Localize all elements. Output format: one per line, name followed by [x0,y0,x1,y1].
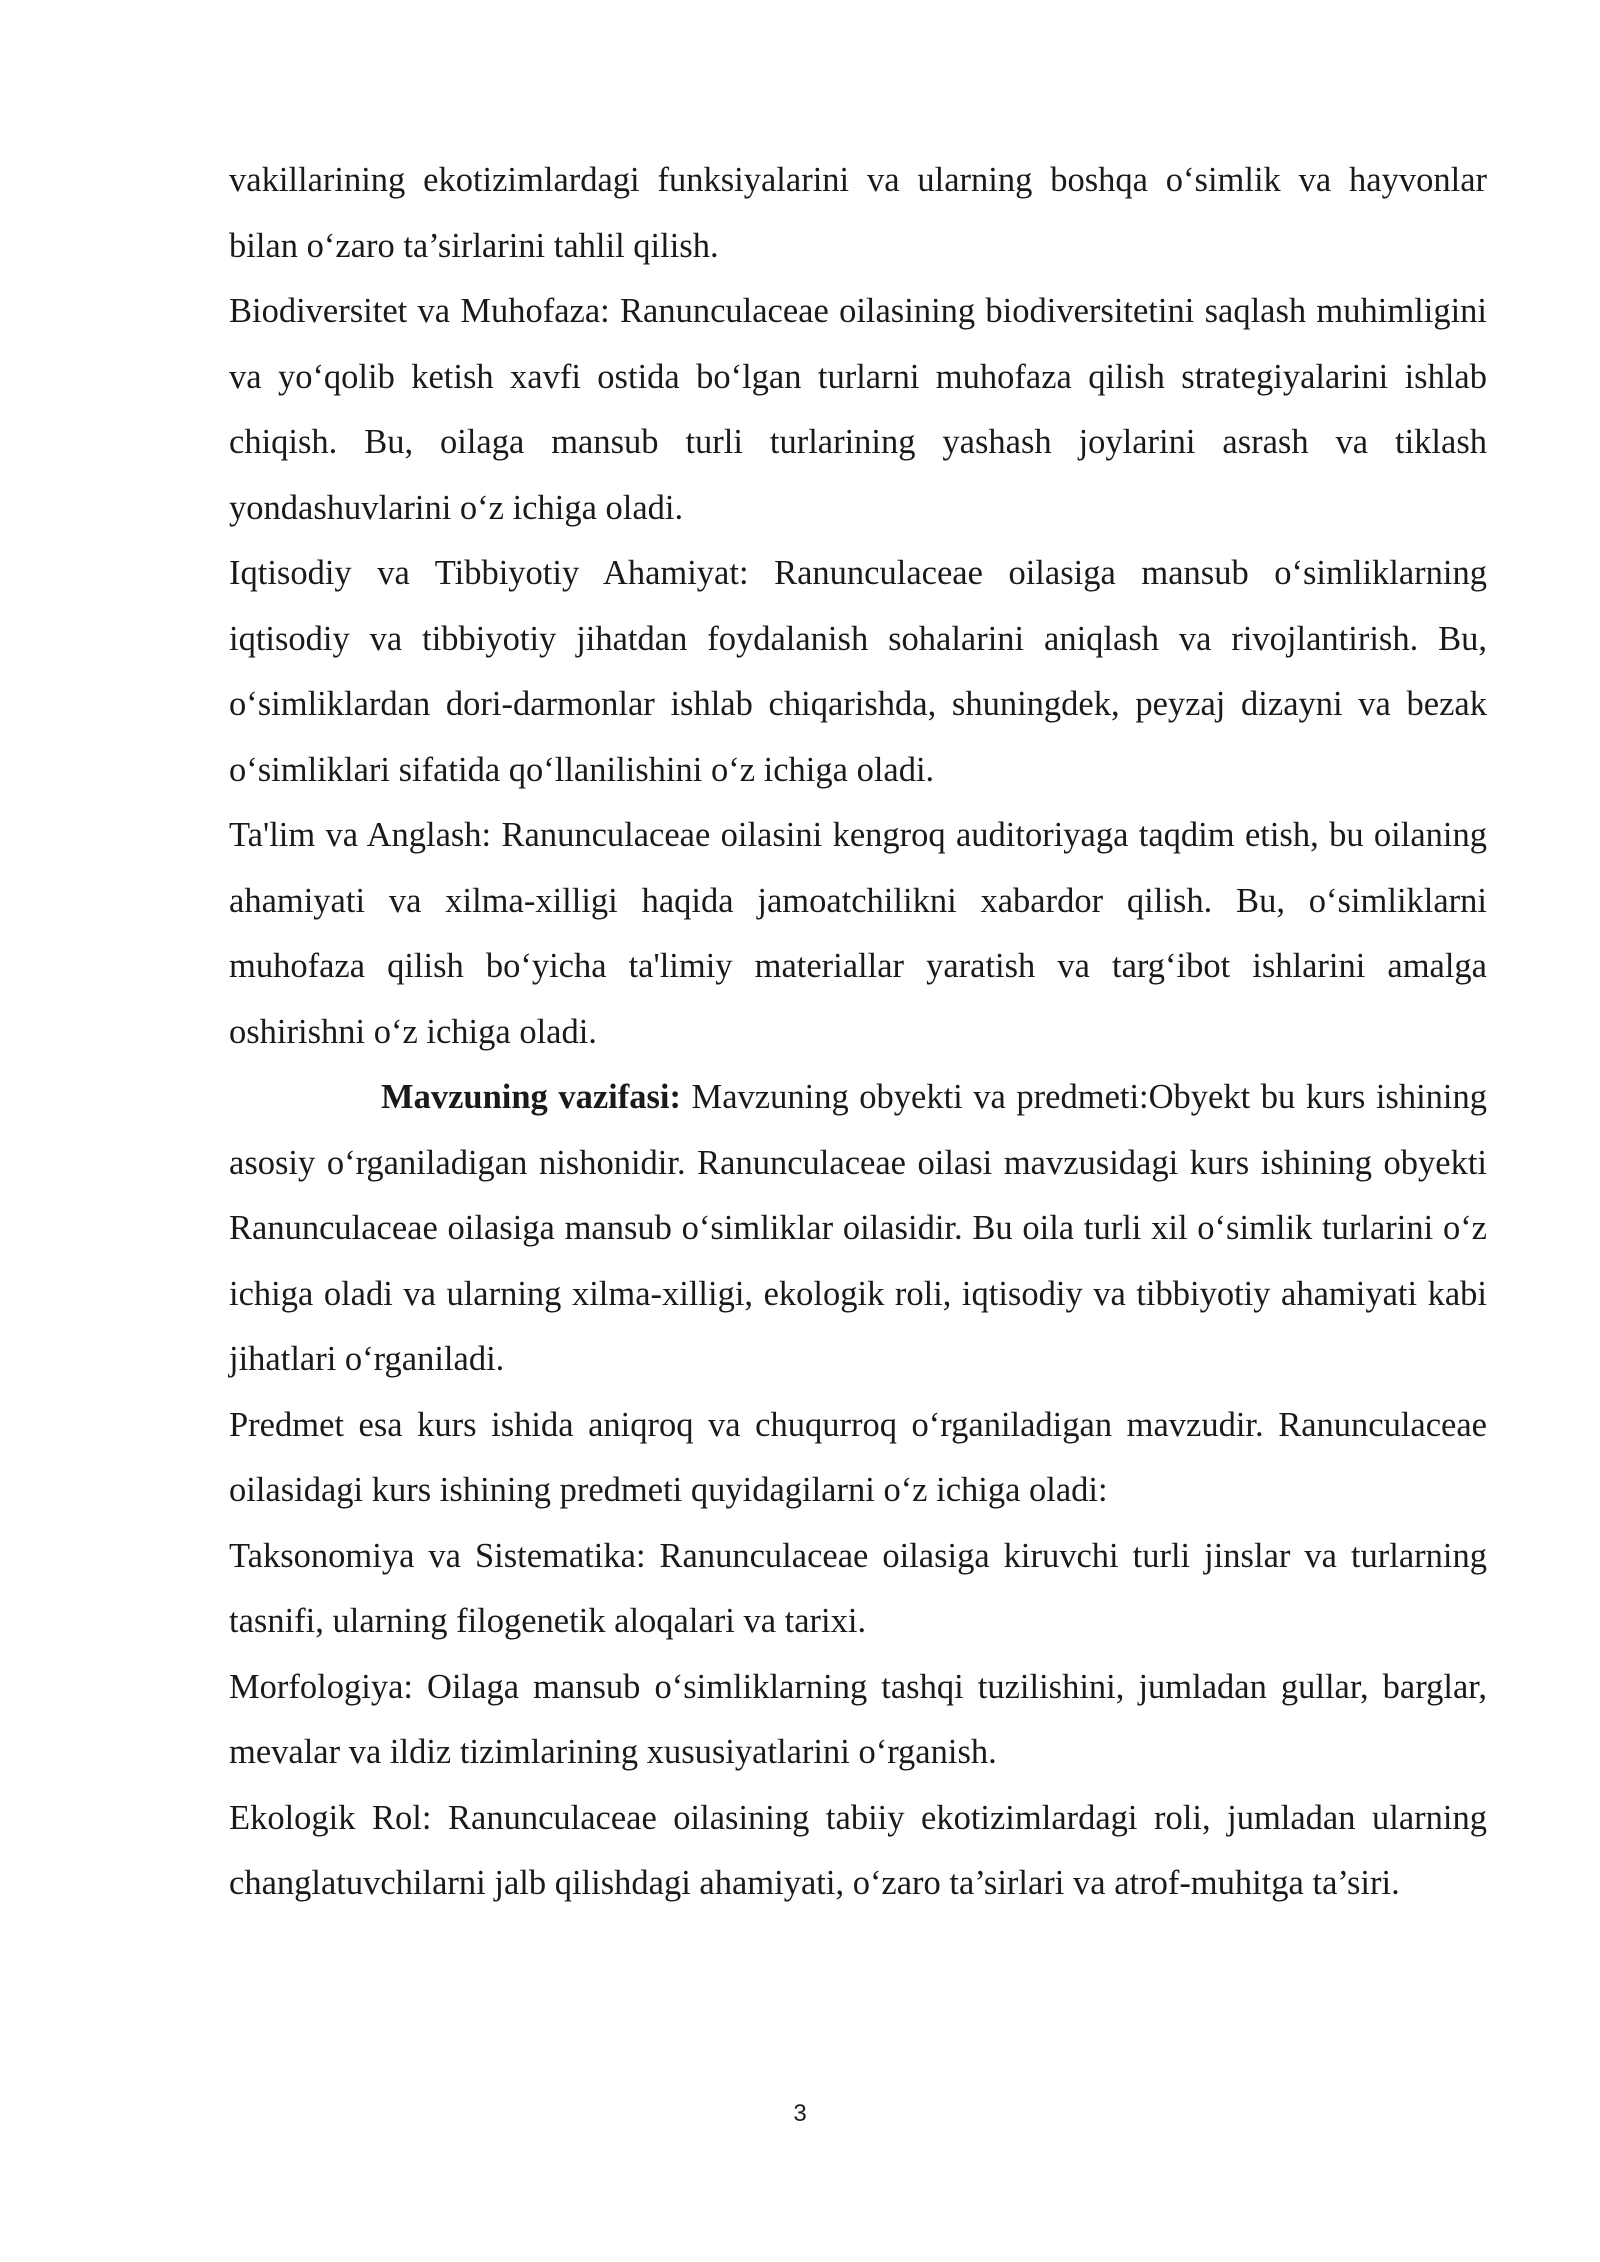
page-body [229,148,1487,1917]
paragraph-task [229,1065,1487,1393]
paragraph-economic-medical: Iqtisodiy va Tibbiyotiy Ahamiyat: Ranunculaceae oilasiga mansub o‘simliklarning iqtisodiy va tibbiyotiy jihatdan foydalanish sohalarini aniqlash va rivojlantirish. Bu, o‘simliklardan dori-darmonlar ishlab chiqarishda, shuningdek, peyzaj dizayni va bezak o‘simliklari sifatida qo‘llanilishini o‘z ichiga oladi. [229,554,1487,789]
paragraph-subject: Predmet esa kurs ishida aniqroq va chuqurroq o‘rganiladigan mavzudir. Ranunculaceae oilasidagi kurs ishining predmeti quyidagilarni o‘z ichiga oladi: [229,1405,1487,1509]
paragraph-biodiversity: Biodiversitet va Muhofaza: Ranunculaceae oilasining biodiversitetini saqlash muhimligini va yo‘qolib ketish xavfi ostida bo‘lgan turlarni muhofaza qilish strategiyalarini ishlab chiqish. Bu, oilaga mansub turli turlarining yashash joylarini asrash va tiklash yondashuvlarini o‘z ichiga oladi. [229,292,1487,527]
paragraph-taxonomy: Taksonomiya va Sistematika: Ranunculaceae oilasiga kiruvchi turli jinslar va turlarning tasnifi, ularning filogenetik aloqalari va tarixi. [229,1536,1487,1640]
task-heading: Mavzuning vazifasi: [381,1078,681,1116]
paragraph-ecosystem-functions: vakillarining ekotizimlardagi funksiyalarini va ularning boshqa o‘simlik va hayvonlar bilan o‘zaro ta’sirlarini tahlil qilish. [229,161,1487,265]
paragraph-education: Ta'lim va Anglash: Ranunculaceae oilasini kengroq auditoriyaga taqdim etish, bu oilaning ahamiyati va xilma-xilligi haqida jamoatchilikni xabardor qilish. Bu, o‘simliklarni muhofaza qilish bo‘yicha ta'limiy materiallar yaratish va targ‘ibot ishlarini amalga oshirishni o‘z ichiga oladi. [229,816,1487,1051]
paragraph-ecological-role: Ekologik Rol: Ranunculaceae oilasining tabiiy ekotizimlardagi roli, jumladan ularning changlatuvchilarni jalb qilishdagi ahamiyati, o‘zaro ta’sirlari va atrof-muhitga ta’siri. [229,1798,1487,1902]
task-text: Mavzuning obyekti va predmeti:Obyekt bu kurs ishining asosiy o‘rganiladigan nishonidir. Ranunculaceae oilasi mavzusidagi kurs ishining obyekti Ranunculaceae oilasiga mansub o‘simliklar oilasidir. Bu oila turli xil o‘simlik turlarini o‘z ichiga oladi va ularning xilma-xilligi, ekologik roli, iqtisodiy va tibbiyotiy ahamiyati kabi jihatlari o‘rganiladi. [229,1078,1487,1378]
page-number: 3 [793,2100,807,2127]
paragraph-morphology: Morfologiya: Oilaga mansub o‘simliklarning tashqi tuzilishini, jumladan gullar, barglar, mevalar va ildiz tizimlarining xususiyatlarini o‘rganish. [229,1667,1487,1771]
